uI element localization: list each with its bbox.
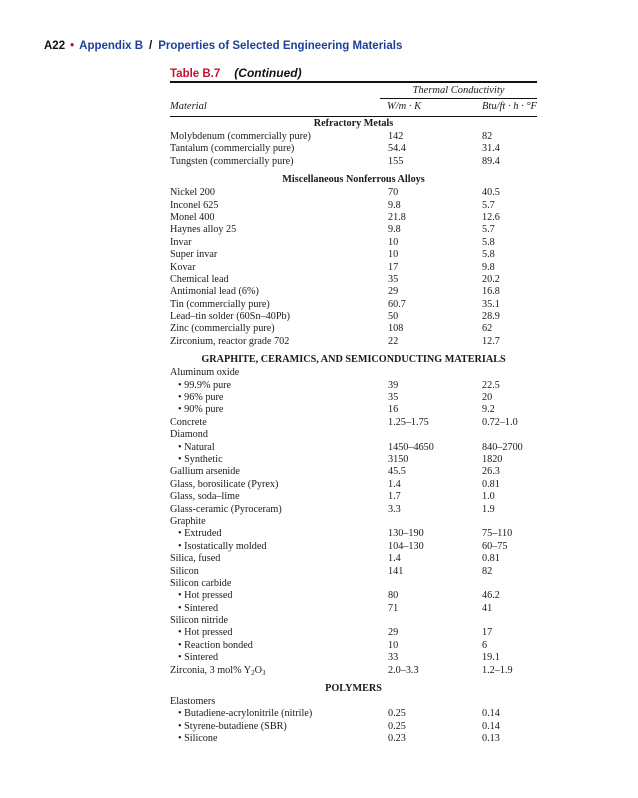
conductivity-us: 0.81 (482, 553, 500, 565)
material-name (170, 665, 265, 679)
table-continued: (Continued) (234, 66, 302, 80)
conductivity-si: 80 (388, 590, 399, 602)
conductivity-us: 9.8 (482, 261, 495, 273)
conductivity-us: 0.13 (482, 733, 500, 745)
material-name: Tin (commercially pure) (170, 298, 270, 310)
conductivity-si: 155 (388, 155, 404, 167)
conductivity-us: 840–2700 (482, 441, 523, 453)
conductivity-si: 1.7 (388, 491, 401, 503)
conductivity-us: 1.9 (482, 503, 495, 515)
thermal-conductivity-group-header: Thermal Conductivity (412, 85, 505, 96)
material-name: Gallium arsenide (170, 466, 240, 478)
conductivity-si: 22 (388, 335, 399, 347)
material-name: Invar (170, 236, 192, 248)
table-row (0, 454, 638, 466)
table-row (0, 652, 638, 664)
table-row (0, 566, 638, 578)
conductivity-us: 40.5 (482, 187, 500, 199)
table-row (0, 417, 638, 429)
section-heading (0, 173, 638, 187)
conductivity-si: 1.4 (388, 553, 401, 565)
conductivity-us: 46.2 (482, 590, 500, 602)
conductivity-si: 29 (388, 286, 399, 298)
material-name: • Butadiene-acrylonitrile (nitrile) (178, 708, 313, 720)
material-name: • Hot pressed (178, 627, 233, 639)
conductivity-us: 9.2 (482, 404, 495, 416)
conductivity-si: 70 (388, 187, 399, 199)
conductivity-si: 17 (388, 261, 399, 273)
material-name: Monel 400 (170, 211, 215, 223)
conductivity-us: 6 (482, 639, 488, 651)
material-name: Concrete (170, 416, 207, 428)
material-name: Tantalum (commercially pure) (170, 143, 295, 155)
conductivity-si: 60.7 (388, 298, 406, 310)
conductivity-us: 1.0 (482, 491, 495, 503)
table-row (0, 323, 638, 335)
table-row (0, 392, 638, 404)
conductivity-si: 21.8 (388, 211, 406, 223)
conductivity-si: 71 (388, 602, 399, 614)
conductivity-si: 54.4 (388, 143, 406, 155)
table-row (0, 466, 638, 478)
material-name: Zirconium, reactor grade 702 (170, 335, 290, 347)
column-header-us: Btu/ft · h · °F (482, 101, 537, 112)
conductivity-us: 0.14 (482, 720, 500, 732)
conductivity-si: 104–130 (388, 540, 424, 552)
table-row (0, 491, 638, 503)
material-name: Lead–tin solder (60Sn–40Pb) (170, 311, 290, 323)
table-row (0, 603, 638, 615)
material-name: • 99.9% pure (178, 379, 232, 391)
conductivity-us: 5.7 (482, 224, 495, 236)
material-name: Glass, soda–lime (170, 491, 240, 503)
table-row (0, 696, 638, 708)
table-row (0, 311, 638, 323)
conductivity-si: 35 (388, 392, 399, 404)
group-header-rule (380, 98, 537, 99)
conductivity-us: 82 (482, 565, 493, 577)
conductivity-us: 0.81 (482, 478, 500, 490)
conductivity-si: 39 (388, 379, 399, 391)
table-row (0, 516, 638, 528)
column-header-si: W/m · K (387, 101, 422, 112)
table-body (0, 117, 638, 746)
conductivity-si: 108 (388, 323, 404, 335)
page-number: A22 (44, 40, 66, 52)
material-name: Chemical lead (170, 273, 229, 285)
material-name-part: O (254, 664, 262, 676)
table-row (0, 224, 638, 236)
section-title: GRAPHITE, CERAMICS, AND SEMICONDUCTING MATERIALS (201, 354, 506, 366)
material-name: • Natural (178, 441, 215, 453)
material-name: Kovar (170, 261, 196, 273)
conductivity-si: 29 (388, 627, 399, 639)
table-row (0, 665, 638, 677)
table-row (0, 528, 638, 540)
table-row (0, 504, 638, 516)
material-name: Inconel 625 (170, 199, 219, 211)
material-name: • 90% pure (178, 404, 224, 416)
column-header-material: Material (170, 101, 207, 112)
table-row (0, 404, 638, 416)
material-name: • Sintered (178, 602, 219, 614)
conductivity-si: 141 (388, 565, 404, 577)
table-row (0, 615, 638, 627)
material-name: • Isostatically molded (178, 540, 267, 552)
material-name: Glass, borosilicate (Pyrex) (170, 478, 279, 490)
conductivity-si: 2.0–3.3 (388, 664, 419, 676)
table-row (0, 578, 638, 590)
conductivity-si: 1.25–1.75 (388, 416, 429, 428)
material-name: Diamond (170, 429, 208, 441)
material-name: Haynes alloy 25 (170, 224, 237, 236)
conductivity-us: 17 (482, 627, 493, 639)
table-caption (170, 64, 302, 82)
material-name: Aluminum oxide (170, 367, 240, 379)
table-row (0, 249, 638, 261)
conductivity-us: 16.8 (482, 286, 500, 298)
conductivity-us: 89.4 (482, 155, 500, 167)
table-label: Table B.7 (170, 68, 221, 80)
material-name: • Sintered (178, 652, 219, 664)
conductivity-us: 22.5 (482, 379, 500, 391)
table-row (0, 143, 638, 155)
table-row (0, 380, 638, 392)
table-row (0, 156, 638, 168)
conductivity-us: 0.72–1.0 (482, 416, 518, 428)
material-name: Elastomers (170, 696, 216, 708)
conductivity-us: 60–75 (482, 540, 508, 552)
table-row (0, 640, 638, 652)
material-name: Silicon carbide (170, 577, 232, 589)
section-title: Refractory Metals (313, 118, 394, 129)
table-row (0, 131, 638, 143)
table-row (0, 553, 638, 565)
table-row (0, 541, 638, 553)
conductivity-us: 12.6 (482, 211, 500, 223)
conductivity-us: 1820 (482, 453, 503, 465)
material-name: Tungsten (commercially pure) (170, 155, 294, 167)
conductivity-us: 35.1 (482, 298, 500, 310)
table-row (0, 627, 638, 639)
conductivity-us: 5.7 (482, 199, 495, 211)
conductivity-us: 28.9 (482, 311, 500, 323)
conductivity-si: 9.8 (388, 199, 401, 211)
table-row (0, 200, 638, 212)
material-name: • 96% pure (178, 392, 224, 404)
conductivity-si: 3.3 (388, 503, 401, 515)
material-name: • Silicone (178, 733, 218, 745)
material-name: • Synthetic (178, 453, 223, 465)
section-heading (0, 682, 638, 696)
section-title: POLYMERS (325, 683, 382, 695)
material-name-part: Zirconia, 3 mol% Y (170, 664, 252, 676)
table-row (0, 442, 638, 454)
conductivity-us: 20.2 (482, 273, 500, 285)
conductivity-si: 9.8 (388, 224, 401, 236)
table-row (0, 367, 638, 379)
conductivity-us: 0.14 (482, 708, 500, 720)
subscript: 2 (251, 668, 255, 677)
header-bullet: • (70, 40, 75, 52)
running-header (44, 40, 402, 52)
conductivity-us: 5.8 (482, 249, 495, 261)
table-row (0, 274, 638, 286)
conductivity-si: 1.4 (388, 478, 401, 490)
material-name: Glass-ceramic (Pyroceram) (170, 503, 282, 515)
material-name: Antimonial lead (6%) (170, 286, 259, 298)
conductivity-us: 20 (482, 392, 493, 404)
table-row (0, 187, 638, 199)
conductivity-si: 1450–4650 (388, 441, 434, 453)
conductivity-si: 10 (388, 249, 399, 261)
conductivity-si: 0.23 (388, 733, 406, 745)
conductivity-si: 0.25 (388, 708, 406, 720)
material-name: Nickel 200 (170, 187, 215, 199)
subscript: 3 (261, 668, 266, 677)
conductivity-us: 1.2–1.9 (482, 664, 513, 676)
section-title: Miscellaneous Nonferrous Alloys (282, 174, 425, 186)
conductivity-si: 10 (388, 236, 399, 248)
conductivity-si: 35 (388, 273, 399, 285)
conductivity-si: 33 (388, 652, 399, 664)
table-row (0, 212, 638, 224)
conductivity-us: 82 (482, 131, 493, 142)
table-row (0, 237, 638, 249)
material-name: • Extruded (178, 528, 222, 540)
appendix-title: Properties of Selected Engineering Materials (158, 40, 403, 52)
conductivity-si: 3150 (388, 453, 409, 465)
material-name: Silicon (170, 565, 199, 577)
material-name: Silica, fused (170, 553, 221, 565)
material-name: Graphite (170, 515, 206, 527)
conductivity-us: 12.7 (482, 335, 500, 347)
material-name: Molybdenum (commercially pure) (170, 131, 311, 142)
material-name: Super invar (170, 249, 218, 261)
conductivity-us: 31.4 (482, 143, 500, 155)
material-name: Silicon nitride (170, 615, 229, 627)
table-row (0, 429, 638, 441)
material-name: Zinc (commercially pure) (170, 323, 275, 335)
table-row (0, 286, 638, 298)
section-heading (0, 353, 638, 367)
conductivity-us: 5.8 (482, 236, 495, 248)
table-row (0, 479, 638, 491)
conductivity-us: 75–110 (482, 528, 513, 540)
conductivity-si: 45.5 (388, 466, 406, 478)
table-row (0, 262, 638, 274)
header-separator: / (149, 40, 153, 52)
conductivity-si: 130–190 (388, 528, 424, 540)
conductivity-us: 62 (482, 323, 493, 335)
table-top-rule (170, 81, 537, 83)
table-row (0, 721, 638, 733)
table-row (0, 733, 638, 745)
table-row (0, 708, 638, 720)
conductivity-si: 50 (388, 311, 399, 323)
conductivity-si: 0.25 (388, 720, 406, 732)
table-row (0, 299, 638, 311)
conductivity-us: 26.3 (482, 466, 500, 478)
section-heading (0, 117, 638, 131)
conductivity-si: 10 (388, 639, 399, 651)
table-row (0, 590, 638, 602)
table-row (0, 336, 638, 348)
conductivity-us: 41 (482, 602, 493, 614)
material-name: • Hot pressed (178, 590, 233, 602)
conductivity-si: 142 (388, 131, 404, 142)
conductivity-us: 19.1 (482, 652, 500, 664)
appendix-label: Appendix B (79, 40, 144, 52)
material-name: • Reaction bonded (178, 639, 253, 651)
conductivity-si: 16 (388, 404, 399, 416)
material-name: • Styrene-butadiene (SBR) (178, 720, 287, 732)
